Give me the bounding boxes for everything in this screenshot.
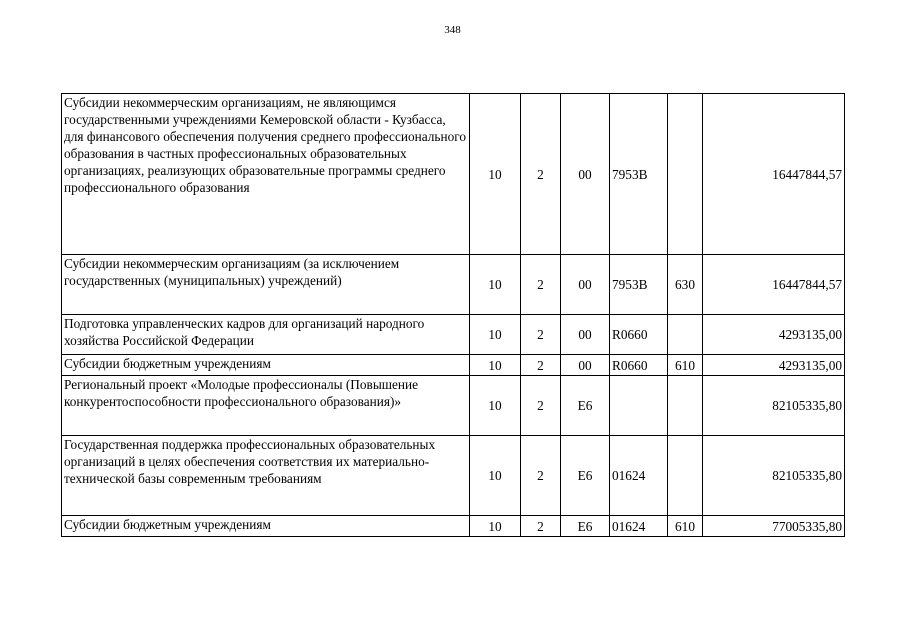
program-code: 00 [561, 94, 610, 255]
program-code: E6 [561, 516, 610, 537]
subsection-code: 2 [521, 516, 561, 537]
program-code: E6 [561, 436, 610, 516]
expense-type-code: 630 [668, 255, 703, 315]
amount: 16447844,57 [703, 255, 845, 315]
target-article-code: 7953B [610, 94, 668, 255]
section-code: 10 [470, 255, 521, 315]
budget-table [61, 93, 845, 537]
section-code: 10 [470, 516, 521, 537]
subsection-code: 2 [521, 255, 561, 315]
table-row [62, 516, 845, 537]
subsection-code: 2 [521, 94, 561, 255]
row-description: Субсидии бюджетным учреждениям [62, 516, 470, 537]
amount: 82105335,80 [703, 436, 845, 516]
expense-type-code [668, 436, 703, 516]
table-row [62, 436, 845, 516]
subsection-code: 2 [521, 436, 561, 516]
target-article-code: 01624 [610, 436, 668, 516]
expense-type-code [668, 315, 703, 355]
subsection-code: 2 [521, 315, 561, 355]
expense-type-code [668, 376, 703, 436]
target-article-code: 7953B [610, 255, 668, 315]
program-code: 00 [561, 255, 610, 315]
row-description: Субсидии некоммерческим организациям, не являющимся государственными учреждениями Кемеровской области - Кузбасса, для финансового обеспечения получения среднего профессионального образования в частных профессиональных образовательных организациях, реализующих образовательные программы среднего профессионального образования [62, 94, 470, 255]
section-code: 10 [470, 355, 521, 376]
program-code: E6 [561, 376, 610, 436]
row-description: Подготовка управленческих кадров для организаций народного хозяйства Российской Федерации [62, 315, 470, 355]
section-code: 10 [470, 376, 521, 436]
page-number: 348 [444, 24, 461, 36]
target-article-code: R0660 [610, 355, 668, 376]
expense-type-code: 610 [668, 355, 703, 376]
table-row [62, 255, 845, 315]
expense-type-code [668, 94, 703, 255]
row-description: Субсидии некоммерческим организациям (за исключением государственных (муниципальных) учреждений) [62, 255, 470, 315]
subsection-code: 2 [521, 376, 561, 436]
amount: 16447844,57 [703, 94, 845, 255]
target-article-code [610, 376, 668, 436]
amount: 4293135,00 [703, 355, 845, 376]
table-row [62, 94, 845, 255]
section-code: 10 [470, 94, 521, 255]
section-code: 10 [470, 315, 521, 355]
row-description: Субсидии бюджетным учреждениям [62, 355, 470, 376]
table-row [62, 355, 845, 376]
row-description: Региональный проект «Молодые профессионалы (Повышение конкурентоспособности профессионального образования)» [62, 376, 470, 436]
expense-type-code: 610 [668, 516, 703, 537]
subsection-code: 2 [521, 355, 561, 376]
section-code: 10 [470, 436, 521, 516]
table-row [62, 376, 845, 436]
target-article-code: 01624 [610, 516, 668, 537]
program-code: 00 [561, 355, 610, 376]
table-row [62, 315, 845, 355]
amount: 82105335,80 [703, 376, 845, 436]
amount: 77005335,80 [703, 516, 845, 537]
program-code: 00 [561, 315, 610, 355]
row-description: Государственная поддержка профессиональных образовательных организаций в целях обеспечения соответствия их материально-технической базы современным требованиям [62, 436, 470, 516]
target-article-code: R0660 [610, 315, 668, 355]
amount: 4293135,00 [703, 315, 845, 355]
